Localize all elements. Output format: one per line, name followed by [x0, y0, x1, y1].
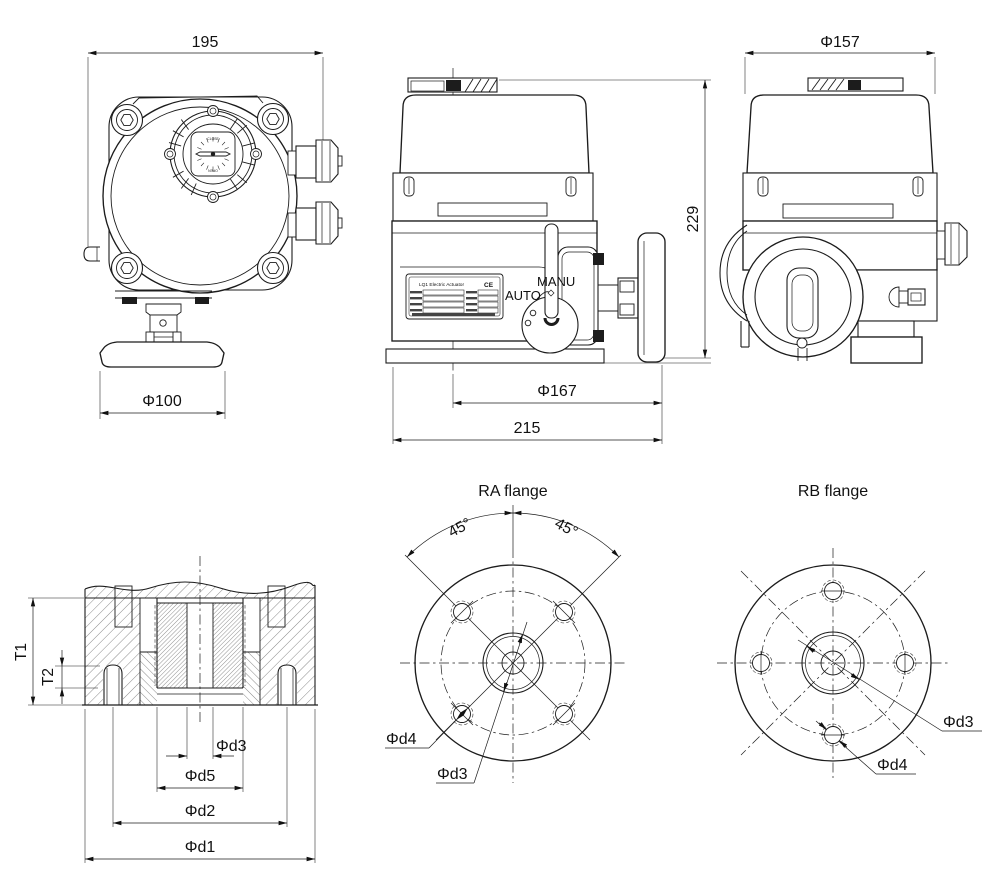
rb-flange-view — [717, 483, 982, 778]
auto-label: AUTO — [505, 288, 541, 303]
dim-d3-label: Φd3 — [216, 738, 247, 755]
dim-d2-label: Φd2 — [184, 803, 216, 820]
dim-215-label: 215 — [513, 420, 541, 437]
dim-d1-label: Φd1 — [184, 839, 216, 856]
ra-flange-view — [385, 483, 626, 783]
end-view — [720, 34, 967, 363]
top-indicator-end — [808, 78, 903, 91]
mounting-base-end — [851, 337, 922, 363]
handwheel-side — [638, 233, 665, 362]
ce-mark: CE — [484, 282, 494, 289]
mounting-base — [386, 349, 604, 363]
mounting-bracket — [115, 291, 212, 342]
ra-d3-label: Φd3 — [437, 766, 468, 783]
dim-157-label: Φ157 — [820, 34, 860, 51]
front-view — [84, 34, 342, 419]
dim-d1 — [85, 709, 315, 863]
cable-gland-end — [937, 223, 967, 265]
top-indicator — [408, 78, 497, 92]
ra-flange-title: RA flange — [478, 483, 548, 500]
clutch-lever — [545, 224, 558, 318]
cable-gland-1 — [288, 140, 342, 182]
rb-d3-label: Φd3 — [943, 714, 974, 731]
manu-label: MANU — [537, 274, 576, 289]
dim-t1-label: T1 — [13, 642, 30, 662]
side-pin — [84, 247, 100, 261]
dim-d3 — [166, 707, 247, 759]
dim-100-label: Φ100 — [142, 393, 182, 410]
rb-flange-title: RB flange — [797, 483, 869, 500]
dim-t1 — [13, 598, 84, 705]
handwheel-front — [743, 237, 863, 361]
ra-angle-left-label: 45° — [445, 515, 475, 542]
motor-cap — [400, 95, 589, 173]
dim-d2 — [113, 707, 287, 827]
nameplate — [406, 274, 503, 319]
dial-label-open: OPEN — [208, 168, 218, 173]
motor-cap-end — [747, 95, 933, 173]
dim-215 — [393, 367, 662, 444]
dim-229-label: 229 — [685, 205, 702, 233]
side-view — [386, 68, 711, 444]
handwheel-shaft — [598, 278, 638, 318]
dim-100 — [100, 371, 225, 419]
dim-167 — [453, 365, 662, 444]
base-plate — [100, 342, 224, 367]
nameplate-title: LQ1 Electric Actuator — [419, 283, 465, 288]
dim-d5-label: Φd5 — [184, 768, 216, 785]
cable-gland-2 — [288, 202, 342, 244]
dial-label-close: CLOSE — [207, 137, 219, 141]
rb-d4-label: Φd4 — [877, 757, 908, 774]
ra-d4-label: Φd4 — [386, 731, 417, 748]
dim-167-label: Φ167 — [537, 383, 577, 400]
ra-angle-right-label: 45° — [551, 515, 581, 542]
dim-t2-label: T2 — [40, 667, 57, 687]
section-view — [13, 556, 318, 863]
dim-195-label: 195 — [191, 34, 219, 51]
